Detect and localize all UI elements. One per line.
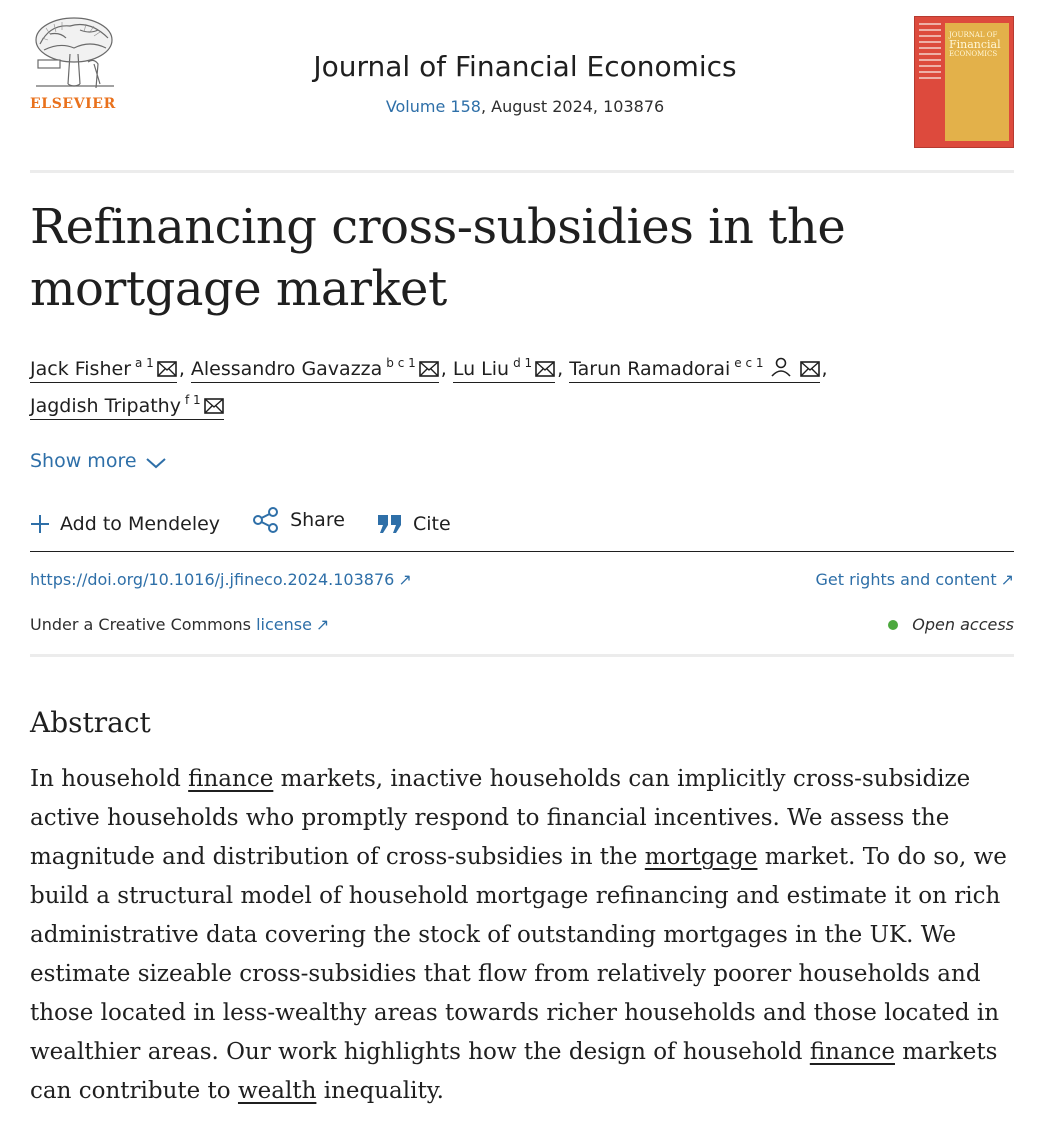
external-link-icon: ↗ xyxy=(1000,570,1014,589)
envelope-icon xyxy=(419,361,439,377)
doi-link[interactable] xyxy=(30,570,412,589)
author-affiliation: e c 1 xyxy=(734,356,764,370)
author-name: Lu Liu xyxy=(452,358,510,380)
envelope-icon xyxy=(157,361,177,377)
author-affiliation: b c 1 xyxy=(386,356,416,370)
abstract-text xyxy=(30,760,1014,1111)
chevron-down-icon xyxy=(145,456,167,470)
cite-label: Cite xyxy=(412,513,451,535)
license-link[interactable] xyxy=(256,615,329,634)
article-actions xyxy=(30,506,477,539)
elsevier-wordmark: ELSEVIER xyxy=(30,96,116,112)
share-label: Share xyxy=(290,509,345,531)
cover-decoration xyxy=(919,23,941,83)
topic-link-finance[interactable]: finance xyxy=(809,1039,895,1065)
cite-button[interactable] xyxy=(377,513,451,535)
share-icon xyxy=(252,506,280,534)
author-link[interactable] xyxy=(453,350,555,383)
article-title: Refinancing cross-subsidies in the mortgage market xyxy=(30,199,846,317)
external-link-icon: ↗ xyxy=(315,615,330,634)
author-name: Jack Fisher xyxy=(30,358,132,380)
abstract-segment: In household xyxy=(30,766,189,792)
journal-cover-image[interactable] xyxy=(914,16,1014,148)
envelope-icon xyxy=(535,361,555,377)
envelope-icon xyxy=(800,361,820,377)
author-link[interactable] xyxy=(30,387,224,420)
open-access-badge xyxy=(888,615,1014,634)
show-more-button[interactable] xyxy=(30,450,167,472)
separator: , xyxy=(557,358,564,380)
abstract-heading: Abstract xyxy=(30,706,151,739)
author-affiliation: d 1 xyxy=(513,356,533,370)
author-name: Tarun Ramadorai xyxy=(569,358,731,380)
cover-line-3: ECONOMICS xyxy=(949,50,998,58)
doi-text: https://doi.org/10.1016/j.jfineco.2024.103876 xyxy=(30,570,395,589)
open-access-text: Open access xyxy=(912,615,1014,634)
meta-divider xyxy=(30,654,1014,657)
abstract-segment: markets, inactive households can implicitly cross-subsidize active households who promptly respond to financial incentives. We assess the magnitude and distribution of cross-subsidies in the xyxy=(30,766,971,870)
license-line xyxy=(30,615,329,634)
cover-title xyxy=(949,31,1001,58)
external-link-icon: ↗ xyxy=(398,570,412,589)
header-divider xyxy=(30,170,1014,173)
author-link[interactable] xyxy=(191,350,439,383)
abstract-segment: market. To do so, we build a structural model of household mortgage refinancing and estimate it on rich administrative data covering the stock of outstanding mortgages in the UK. We estimate sizeable cross-subsidies that flow from relatively poorer households and those located in less-wealthy areas towards richer households and those located in wealthier areas. Our work highlights how the design of household xyxy=(30,844,1007,1065)
separator: , xyxy=(440,358,447,380)
author-name: Alessandro Gavazza xyxy=(190,358,383,380)
elsevier-tree-icon xyxy=(30,14,120,94)
cover-line-1: JOURNAL OF xyxy=(949,31,998,39)
issue-line xyxy=(180,97,870,116)
topic-link-mortgage[interactable]: mortgage xyxy=(644,844,758,870)
author-link[interactable] xyxy=(569,350,819,383)
abstract-segment: inequality. xyxy=(316,1078,444,1104)
envelope-icon xyxy=(204,398,224,414)
show-more-label: Show more xyxy=(30,450,137,472)
topic-link-wealth[interactable]: wealth xyxy=(237,1078,317,1104)
journal-title[interactable]: Journal of Financial Economics xyxy=(313,50,737,83)
issue-details: , August 2024, 103876 xyxy=(480,97,665,116)
actions-divider xyxy=(30,551,1014,552)
separator: , xyxy=(821,358,828,380)
journal-header xyxy=(30,14,1014,148)
add-to-mendeley-button[interactable] xyxy=(30,513,220,535)
abstract-segment: markets can contribute to xyxy=(30,1039,998,1104)
author-affiliation: a 1 xyxy=(135,356,154,370)
author-link[interactable] xyxy=(30,350,177,383)
quote-icon xyxy=(377,514,403,534)
add-to-mendeley-label: Add to Mendeley xyxy=(60,513,221,535)
plus-icon xyxy=(30,514,50,534)
author-list xyxy=(30,350,1014,424)
topic-link-finance[interactable]: finance xyxy=(188,766,274,792)
author-affiliation: f 1 xyxy=(184,393,201,407)
share-button[interactable] xyxy=(252,506,345,534)
journal-info xyxy=(180,50,870,116)
cover-line-2: Financial xyxy=(949,38,1001,51)
author-name: Jagdish Tripathy xyxy=(30,395,181,417)
volume-link[interactable]: Volume 158 xyxy=(385,97,481,116)
elsevier-logo[interactable] xyxy=(30,14,120,114)
separator: , xyxy=(178,358,185,380)
rights-text: Get rights and content xyxy=(815,570,997,589)
license-prefix: Under a Creative Commons xyxy=(30,615,257,634)
license-link-text: license xyxy=(256,615,312,634)
rights-link[interactable] xyxy=(816,570,1014,589)
person-icon xyxy=(770,357,792,377)
cover-panel xyxy=(945,23,1009,141)
open-access-dot-icon xyxy=(888,620,898,630)
